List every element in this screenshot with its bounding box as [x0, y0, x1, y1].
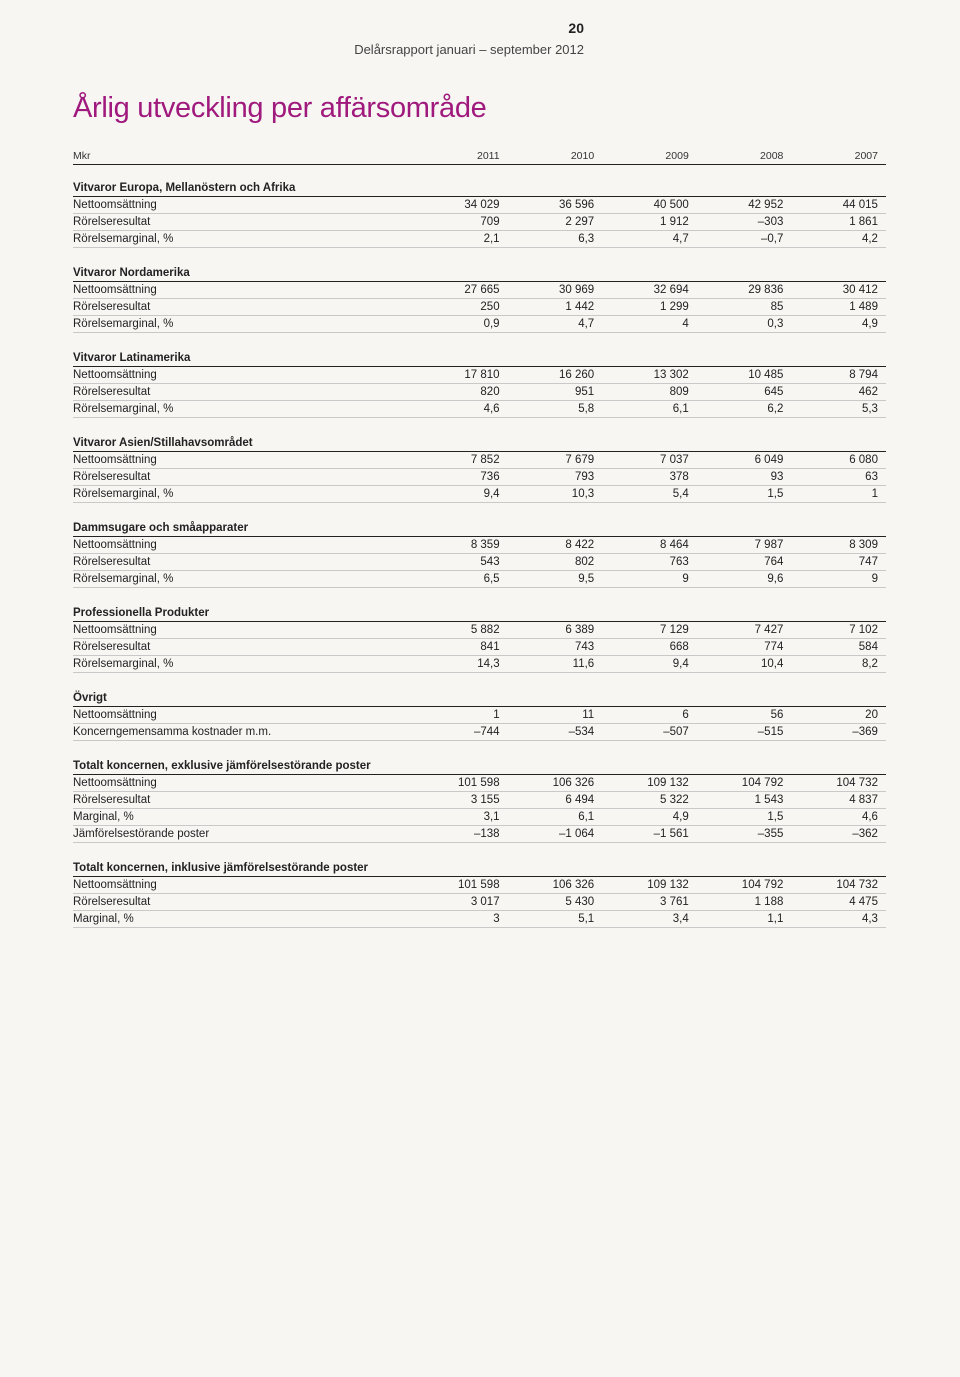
row-value: 10,4: [760, 658, 784, 670]
table-row: [73, 486, 886, 503]
row-value: 6,5: [483, 573, 500, 585]
row-value: 5 430: [565, 896, 595, 908]
row-value: 104 732: [836, 879, 878, 891]
row-value: 4,7: [672, 233, 689, 245]
row-value: 4,6: [483, 403, 500, 415]
row-value: 109 132: [647, 879, 689, 891]
section-title: Totalt koncernen, exklusive jämförelsestörande poster: [73, 758, 886, 775]
row-value: 101 598: [458, 777, 500, 789]
table-row: [73, 809, 886, 826]
row-value: 4,9: [672, 811, 689, 823]
row-label: Rörelsemarginal, %: [73, 488, 174, 500]
table-row: [73, 367, 886, 384]
table-header-row: [73, 148, 886, 165]
row-value: 743: [575, 641, 595, 653]
row-value: 1 442: [565, 301, 595, 313]
row-value: 1 299: [660, 301, 689, 313]
row-value: –515: [757, 726, 784, 738]
row-value: 543: [480, 556, 500, 568]
row-value: 9: [682, 573, 689, 585]
row-value: 841: [480, 641, 500, 653]
table-row: [73, 214, 886, 231]
row-value: –0,7: [760, 233, 784, 245]
row-label: Rörelsemarginal, %: [73, 233, 174, 245]
row-value: 17 810: [464, 369, 500, 381]
row-value: 34 029: [464, 199, 500, 211]
row-label: Nettoomsättning: [73, 539, 157, 551]
row-value: 5 322: [660, 794, 689, 806]
row-label: Rörelsemarginal, %: [73, 573, 174, 585]
row-value: –507: [663, 726, 689, 738]
row-value: 0,3: [767, 318, 784, 330]
row-value: 0,9: [483, 318, 500, 330]
row-value: 6,3: [578, 233, 595, 245]
row-value: 793: [575, 471, 595, 483]
row-value: 4,7: [578, 318, 595, 330]
table-row: [73, 452, 886, 469]
row-value: 44 015: [842, 199, 878, 211]
row-value: 9,6: [767, 573, 784, 585]
row-value: 802: [575, 556, 595, 568]
unit-label: Mkr: [73, 150, 91, 162]
row-value: 809: [669, 386, 689, 398]
table-row: [73, 537, 886, 554]
row-value: 5,1: [578, 913, 595, 925]
row-value: 1 543: [754, 794, 784, 806]
row-value: 8 309: [849, 539, 878, 551]
table-body: [73, 165, 886, 928]
row-value: 9,4: [672, 658, 689, 670]
section-spacer: [73, 333, 886, 350]
table-row: [73, 894, 886, 911]
row-label: Nettoomsättning: [73, 624, 157, 636]
table-row: [73, 401, 886, 418]
row-value: 10,3: [571, 488, 595, 500]
row-value: 6 049: [754, 454, 784, 466]
table-row: [73, 639, 886, 656]
row-value: 7 129: [660, 624, 689, 636]
row-value: 1 489: [849, 301, 878, 313]
row-value: 27 665: [464, 284, 500, 296]
section-title: Totalt koncernen, inklusive jämförelsestörande poster: [73, 860, 886, 877]
row-label: Nettoomsättning: [73, 777, 157, 789]
row-value: 4,6: [861, 811, 878, 823]
row-value: 9,4: [483, 488, 500, 500]
row-value: 2 297: [565, 216, 595, 228]
row-label: Jämförelsestörande poster: [73, 828, 210, 840]
row-value: 645: [764, 386, 784, 398]
row-value: 106 326: [552, 879, 595, 891]
row-value: 8,2: [861, 658, 878, 670]
row-value: 85: [770, 301, 784, 313]
row-value: 20: [865, 709, 878, 721]
row-value: 763: [669, 556, 689, 568]
section-spacer: [73, 673, 886, 690]
row-value: 30 969: [559, 284, 595, 296]
row-value: 6,1: [578, 811, 595, 823]
row-value: 1 912: [660, 216, 689, 228]
row-value: 13 302: [653, 369, 689, 381]
row-value: 736: [480, 471, 500, 483]
section-title: Vitvaror Europa, Mellanöstern och Afrika: [73, 180, 886, 197]
table-row: [73, 571, 886, 588]
row-label: Rörelseresultat: [73, 641, 151, 653]
year-header: 2007: [854, 150, 878, 162]
row-value: –1 064: [559, 828, 595, 840]
row-value: 462: [858, 386, 878, 398]
row-label: Rörelseresultat: [73, 216, 151, 228]
row-value: 101 598: [458, 879, 500, 891]
table-row: [73, 231, 886, 248]
table-row: [73, 554, 886, 571]
section-title: Professionella Produkter: [73, 605, 886, 622]
row-value: 1,5: [767, 811, 784, 823]
row-value: 42 952: [748, 199, 784, 211]
row-value: 5,3: [861, 403, 878, 415]
row-value: 378: [669, 471, 689, 483]
row-value: 4,3: [861, 913, 878, 925]
row-value: –369: [852, 726, 878, 738]
row-value: –138: [474, 828, 500, 840]
row-value: 9,5: [578, 573, 595, 585]
row-value: 36 596: [559, 199, 595, 211]
row-value: 3 155: [470, 794, 500, 806]
row-value: 5 882: [470, 624, 500, 636]
row-value: 6: [682, 709, 689, 721]
row-value: 7 679: [565, 454, 595, 466]
section-spacer: [73, 843, 886, 860]
row-value: 56: [770, 709, 784, 721]
section-title: Övrigt: [73, 690, 886, 707]
row-value: 6,1: [672, 403, 689, 415]
section-title: Vitvaror Asien/Stillahavsområdet: [73, 435, 886, 452]
year-header: 2009: [665, 150, 689, 162]
table-row: [73, 877, 886, 894]
row-value: 7 427: [754, 624, 784, 636]
table-row: [73, 469, 886, 486]
row-value: 104 792: [741, 879, 784, 891]
row-value: 6 080: [849, 454, 878, 466]
row-value: 4: [682, 318, 689, 330]
row-value: 4 475: [849, 896, 878, 908]
row-label: Nettoomsättning: [73, 879, 157, 891]
row-label: Rörelseresultat: [73, 471, 151, 483]
year-header: 2011: [477, 150, 500, 162]
row-value: 584: [858, 641, 878, 653]
row-value: 3: [493, 913, 500, 925]
row-value: 4 837: [849, 794, 878, 806]
row-value: –534: [568, 726, 595, 738]
row-value: 16 260: [559, 369, 595, 381]
row-value: 820: [480, 386, 500, 398]
page-number: 20: [568, 20, 584, 36]
row-value: 1 861: [849, 216, 878, 228]
row-value: 6,2: [767, 403, 784, 415]
row-value: 1,5: [767, 488, 784, 500]
section-spacer: [73, 503, 886, 520]
row-value: 1,1: [767, 913, 784, 925]
row-value: 93: [770, 471, 784, 483]
row-value: 3 017: [470, 896, 500, 908]
row-value: 9: [871, 573, 878, 585]
row-value: 7 037: [660, 454, 689, 466]
row-value: 8 794: [849, 369, 878, 381]
section-title: Vitvaror Latinamerika: [73, 350, 886, 367]
table-row: [73, 316, 886, 333]
row-value: 1 188: [754, 896, 784, 908]
report-subtitle: Delårsrapport januari – september 2012: [354, 42, 584, 57]
row-label: Rörelseresultat: [73, 386, 151, 398]
row-value: 774: [764, 641, 784, 653]
row-value: 3 761: [660, 896, 689, 908]
section-spacer: [73, 165, 886, 180]
row-value: 3,4: [672, 913, 689, 925]
row-value: 1: [493, 709, 500, 721]
row-label: Nettoomsättning: [73, 199, 157, 211]
row-value: 109 132: [647, 777, 689, 789]
row-value: 106 326: [552, 777, 595, 789]
row-value: 40 500: [653, 199, 689, 211]
row-value: 747: [858, 556, 878, 568]
row-label: Marginal, %: [73, 811, 134, 823]
row-value: 8 464: [660, 539, 689, 551]
row-value: 7 987: [754, 539, 784, 551]
row-value: 7 102: [849, 624, 878, 636]
row-value: 63: [865, 471, 878, 483]
row-value: 3,1: [483, 811, 500, 823]
row-label: Rörelsemarginal, %: [73, 658, 174, 670]
row-label: Marginal, %: [73, 913, 134, 925]
row-value: –303: [757, 216, 784, 228]
table-row: [73, 384, 886, 401]
row-value: 14,3: [477, 658, 500, 670]
row-value: 6 494: [565, 794, 595, 806]
row-value: –355: [757, 828, 784, 840]
row-label: Rörelsemarginal, %: [73, 403, 174, 415]
table-row: [73, 792, 886, 809]
row-value: –362: [852, 828, 878, 840]
section-spacer: [73, 248, 886, 265]
section-spacer: [73, 741, 886, 758]
row-label: Nettoomsättning: [73, 709, 157, 721]
section-spacer: [73, 418, 886, 435]
row-value: 8 359: [470, 539, 500, 551]
row-value: 8 422: [565, 539, 595, 551]
table-row: [73, 707, 886, 724]
row-value: 709: [480, 216, 500, 228]
section-title: Dammsugare och småapparater: [73, 520, 886, 537]
table-row: [73, 775, 886, 792]
row-label: Rörelseresultat: [73, 556, 151, 568]
row-value: 1: [871, 488, 878, 500]
row-value: 11: [582, 709, 595, 721]
table-row: [73, 656, 886, 673]
row-label: Nettoomsättning: [73, 369, 157, 381]
row-value: 6 389: [565, 624, 595, 636]
page-title: Årlig utveckling per affärsområde: [73, 92, 487, 124]
row-value: 2,1: [483, 233, 500, 245]
table-row: [73, 299, 886, 316]
row-label: Rörelseresultat: [73, 794, 151, 806]
row-value: –1 561: [653, 828, 689, 840]
row-label: Koncerngemensamma kostnader m.m.: [73, 726, 272, 738]
row-value: 951: [575, 386, 595, 398]
row-value: 668: [669, 641, 689, 653]
table-row: [73, 622, 886, 639]
section-spacer: [73, 588, 886, 605]
table-row: [73, 826, 886, 843]
row-label: Rörelsemarginal, %: [73, 318, 174, 330]
row-value: 104 732: [836, 777, 878, 789]
row-value: 5,8: [578, 403, 595, 415]
row-label: Rörelseresultat: [73, 301, 151, 313]
row-value: 5,4: [672, 488, 689, 500]
table-row: [73, 282, 886, 299]
row-value: 7 852: [470, 454, 500, 466]
data-table: [73, 148, 886, 928]
table-row: [73, 724, 886, 741]
section-title: Vitvaror Nordamerika: [73, 265, 886, 282]
row-value: 4,2: [861, 233, 878, 245]
table-row: [73, 911, 886, 928]
row-value: 29 836: [748, 284, 784, 296]
row-value: 250: [480, 301, 500, 313]
table-row: [73, 197, 886, 214]
row-value: 104 792: [741, 777, 784, 789]
row-value: 4,9: [861, 318, 878, 330]
row-value: 32 694: [653, 284, 689, 296]
row-value: 10 485: [748, 369, 784, 381]
year-header: 2008: [760, 150, 784, 162]
row-label: Nettoomsättning: [73, 284, 157, 296]
row-label: Nettoomsättning: [73, 454, 157, 466]
row-value: 11,6: [572, 658, 595, 670]
row-value: –744: [474, 726, 500, 738]
row-value: 764: [764, 556, 784, 568]
year-header: 2010: [570, 150, 595, 162]
row-value: 30 412: [842, 284, 878, 296]
row-label: Rörelseresultat: [73, 896, 151, 908]
